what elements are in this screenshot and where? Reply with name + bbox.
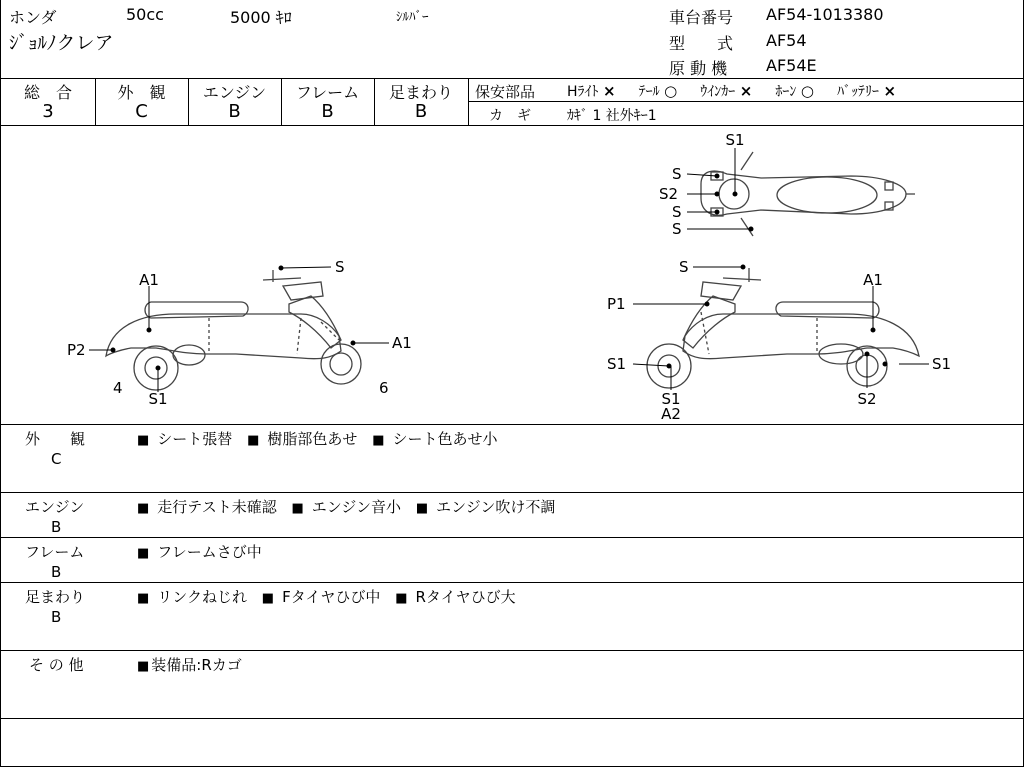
- grade-label: フレーム: [295, 83, 360, 102]
- diagram-label: S1: [932, 355, 952, 373]
- frame-no-label: 車台番号: [669, 8, 734, 27]
- diagram-label: S2: [659, 185, 679, 203]
- safety-item-mark: ×: [739, 82, 753, 100]
- damage-diagram: [1, 126, 1023, 424]
- notes-items: [137, 586, 526, 607]
- safety-item: [567, 81, 616, 101]
- grade-label: 足まわり: [388, 83, 453, 102]
- note-item: Fタイヤひび中: [282, 588, 381, 606]
- notes-items: [137, 654, 252, 675]
- safety-item-mark: ○: [664, 82, 678, 100]
- bullet-icon: ■: [247, 433, 260, 448]
- grade-value: B: [321, 101, 334, 122]
- note-item: 走行テスト未確認: [157, 498, 277, 516]
- notes-row-suspension: [1, 584, 1023, 650]
- type-label: 型 式: [669, 34, 734, 53]
- type-value: AF54: [766, 31, 807, 50]
- key-label: カ ギ: [489, 108, 531, 124]
- bullet-icon: ■: [137, 546, 150, 561]
- bullet-icon: ■: [415, 501, 429, 516]
- displacement: 50cc: [126, 5, 164, 24]
- grade-value: 3: [42, 101, 54, 122]
- grade-frame: [281, 78, 374, 125]
- divider: [468, 78, 469, 125]
- divider: [1, 650, 1023, 651]
- engine-value: AF54E: [766, 56, 817, 75]
- diagram-label: S1: [725, 131, 745, 149]
- bullet-icon: ■: [137, 659, 150, 674]
- notes-category: そ の 他: [29, 656, 84, 674]
- grade-value: C: [135, 101, 148, 122]
- safety-item: [775, 81, 814, 101]
- grade-value: B: [228, 101, 241, 122]
- divider: [1, 424, 1023, 425]
- safety-item: [837, 81, 896, 101]
- divider: [1, 537, 1023, 538]
- notes-category: 足まわり: [25, 588, 86, 606]
- bullet-icon: ■: [137, 501, 150, 516]
- diagram-label: S1: [148, 390, 168, 408]
- grade-suspension: [374, 78, 468, 125]
- grade-label: エンジン: [202, 83, 267, 102]
- bullet-icon: ■: [137, 433, 150, 448]
- diagram-label: A1: [392, 334, 412, 352]
- safety-item: [700, 81, 752, 101]
- bullet-icon: ■: [291, 501, 304, 516]
- divider: [1, 582, 1023, 583]
- note-item: 装備品:Rカゴ: [151, 656, 242, 674]
- bullet-icon: ■: [137, 591, 150, 606]
- notes-grade: B: [51, 563, 62, 581]
- maker: ホンダ: [9, 8, 57, 27]
- notes-category: フレーム: [25, 543, 85, 561]
- safety-item-mark: ×: [602, 82, 616, 100]
- engine-label: 原 動 機: [669, 59, 728, 78]
- diagram-label: S: [672, 203, 682, 221]
- diagram-label: A1: [863, 271, 883, 289]
- diagram-label: P1: [607, 295, 626, 313]
- leader-lines: [89, 148, 929, 392]
- diagram-label: 6: [379, 379, 389, 397]
- notes-grade: B: [51, 608, 62, 626]
- model-name: ｼﾞｮﾙﾉクレア: [9, 32, 114, 54]
- grade-overall: [1, 78, 95, 125]
- note-item: フレームさび中: [157, 543, 262, 561]
- safety-parts-list: [567, 81, 914, 101]
- safety-item-mark: ○: [800, 82, 814, 100]
- notes-row-exterior: [1, 426, 1023, 492]
- notes-grade: B: [51, 518, 62, 536]
- notes-row-engine: [1, 494, 1023, 537]
- diagram-label: S2: [857, 390, 877, 408]
- bullet-icon: ■: [372, 433, 385, 448]
- notes-items: [137, 541, 272, 562]
- safety-item-name: Hﾗｲﾄ: [567, 84, 599, 100]
- bullet-icon: ■: [261, 591, 275, 606]
- note-item: エンジン吹け不調: [436, 498, 556, 516]
- frame-no: AF54-1013380: [766, 5, 884, 24]
- divider: [469, 101, 1023, 102]
- note-item: リンクねじれ: [157, 588, 247, 606]
- grade-engine: [188, 78, 281, 125]
- notes-items: [137, 496, 565, 517]
- diagram-label: S: [672, 165, 682, 183]
- notes-items: [137, 428, 508, 449]
- diagram-label: S: [679, 258, 689, 276]
- safety-parts-label: 保安部品: [475, 83, 536, 101]
- divider: [1, 718, 1023, 719]
- diagram-label: A2: [661, 405, 681, 423]
- diagram-label: S: [335, 258, 345, 276]
- safety-item-mark: ×: [883, 82, 897, 100]
- notes-category: エンジン: [25, 498, 85, 516]
- grade-exterior: [95, 78, 188, 125]
- safety-item-name: ﾃｰﾙ: [638, 84, 660, 100]
- diagram-label: S1: [661, 390, 681, 408]
- notes-row-other: [1, 652, 1023, 718]
- note-item: Rタイヤひび大: [415, 588, 516, 606]
- key-value: ｶｷﾞ 1 社外ｷｰ1: [567, 108, 657, 124]
- diagram-label: S: [672, 220, 682, 238]
- note-item: シート張替: [157, 430, 233, 448]
- diagram-label: S1: [607, 355, 627, 373]
- diagram-label: P2: [67, 341, 86, 359]
- bullet-icon: ■: [395, 591, 408, 606]
- diagram-label: 4: [113, 379, 123, 397]
- grade-value: B: [414, 101, 428, 122]
- diagram-label: A1: [139, 271, 159, 289]
- note-item: エンジン音小: [311, 498, 402, 516]
- notes-category: 外 観: [25, 430, 86, 448]
- notes-row-frame: [1, 539, 1023, 582]
- safety-item: [639, 81, 678, 101]
- divider: [1, 492, 1023, 493]
- grade-label: 総 合: [23, 83, 72, 102]
- color: ｼﾙﾊﾞｰ: [396, 10, 429, 25]
- mileage: 5000 ｷﾛ: [230, 8, 292, 27]
- note-item: シート色あせ小: [392, 430, 498, 448]
- safety-item-name: ﾎｰﾝ: [775, 84, 797, 100]
- grade-label: 外 観: [117, 83, 166, 102]
- safety-item-name: ｳｲﾝｶｰ: [700, 84, 736, 100]
- notes-grade: C: [51, 450, 62, 468]
- safety-item-name: ﾊﾞｯﾃﾘｰ: [837, 84, 880, 100]
- note-item: 樹脂部色あせ: [267, 430, 358, 448]
